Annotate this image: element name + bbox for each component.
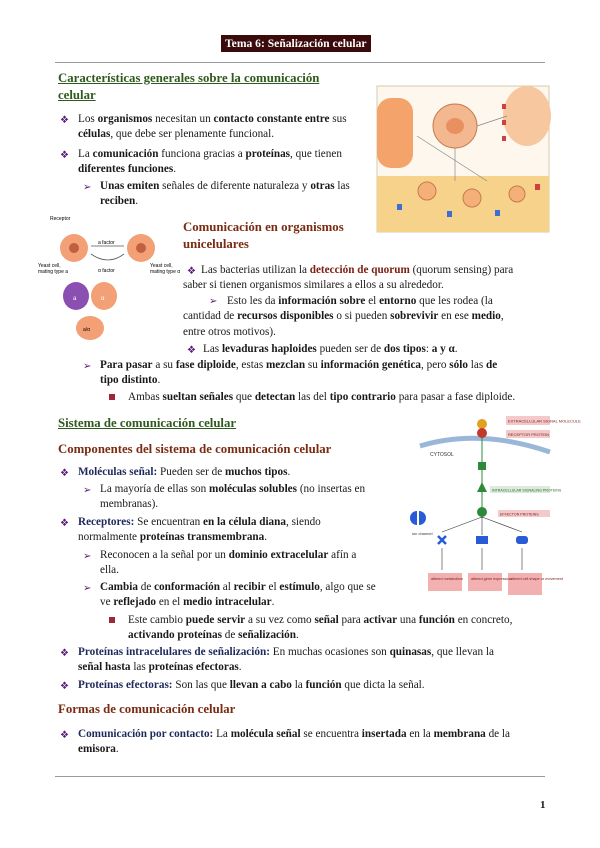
- arrow-bullet-icon: ➢: [83, 583, 92, 594]
- label-altered-gene-expression: altered gene expression: [471, 577, 512, 581]
- diamond-bullet-icon: ❖: [60, 730, 69, 741]
- diamond-bullet-icon: ❖: [60, 468, 69, 479]
- yeast-label-cell-a: Yeast cell,: [38, 263, 61, 269]
- bullet-environment-info: Esto les da información sobre el entorno que les rodea (la cantidad de recursos disponibles o si pueden sobrevivir en ese medio, entre otros motivos).: [183, 295, 504, 338]
- arrow-bullet-icon: ➢: [209, 296, 218, 307]
- arrow-bullet-icon: ➢: [83, 361, 92, 372]
- cell-signaling-figure: [377, 86, 549, 232]
- bullet-signal-molecules: Moléculas señal: Pueden ser de muchos tipos.: [78, 466, 291, 478]
- label-intracellular-signaling: INTRACELLULAR SIGNALING PROTEINS: [492, 488, 562, 493]
- bullet-contact-communication: Comunicación por contacto: La molécula señal se encuentra insertada en la membrana de la emisora.: [78, 728, 511, 756]
- bullet-recognize-signal: Reconocen a la señal por un dominio extracelular afín a ella.: [100, 549, 357, 577]
- page-number: 1: [540, 799, 546, 811]
- bullet-conformation-change: Cambia de conformación al recibir el estímulo, algo que se ve reflejado en el medio intracelular.: [100, 581, 376, 609]
- diamond-bullet-icon: ❖: [187, 266, 196, 277]
- bullet-soluble: La mayoría de ellas son moléculas solubles (no insertas en membranas).: [100, 483, 366, 511]
- bullet-organisms: Los organismos necesitan un contacto constante entre sus células, que debe ser plenamente funcional.: [78, 113, 347, 141]
- yeast-label-cell-alpha: Yeast cell,: [150, 263, 173, 269]
- page-title: Tema 6: Señalización celular: [221, 35, 371, 52]
- yeast-label-mating-a: mating type a: [38, 269, 69, 275]
- diamond-bullet-icon: ❖: [60, 150, 69, 161]
- label-receptor-protein: RECEPTOR PROTEIN: [508, 432, 550, 437]
- yeast-label-a-factor: a factor: [98, 240, 115, 246]
- diamond-bullet-icon: ❖: [60, 115, 69, 126]
- bullet-effector-proteins: Proteínas efectoras: Son las que llevan a cabo la función que dicta la señal.: [78, 679, 425, 691]
- bullet-release-signals: Ambas sueltan señales que detectan las del tipo contrario para pasar a fase diploide.: [128, 391, 516, 403]
- heading-communication-forms: Formas de comunicación celular: [58, 702, 236, 716]
- heading-components: Componentes del sistema de comunicación celular: [58, 442, 332, 456]
- bullet-activate-function: Este cambio puede servir a su vez como señal para activar una función en concreto, activando proteínas de señalización.: [128, 614, 513, 642]
- bullet-diploid-phase: Para pasar a su fase diploide, estas mezclan su información genética, pero sólo las de tipo distinto.: [100, 359, 498, 387]
- arrow-bullet-icon: ➢: [83, 551, 92, 562]
- yeast-mating-figure: [36, 210, 186, 345]
- diamond-bullet-icon: ❖: [187, 345, 196, 356]
- label-extracellular-signal: EXTRACELLULAR SIGNAL MOLECULE: [508, 418, 581, 424]
- yeast-label-a: a: [73, 296, 77, 302]
- bullet-emit-receive: Unas emiten señales de diferente naturaleza y otras las reciben.: [100, 180, 350, 208]
- signaling-pathway-figure: [410, 400, 581, 598]
- bullet-receptors: Receptores: Se encuentran en la célula diana, siendo normalmente proteínas transmembrana.: [78, 516, 321, 544]
- yeast-label-receptor: Receptor: [50, 216, 71, 222]
- footer-divider: [55, 776, 545, 777]
- diamond-bullet-icon: ❖: [60, 681, 69, 692]
- yeast-label-mating-alpha: mating type α: [150, 269, 181, 275]
- section-heading-general: Características generales sobre la comunicación celular: [58, 71, 320, 102]
- yeast-label-diploid: a/α: [83, 327, 91, 333]
- bullet-communication: La comunicación funciona gracias a proteínas, que tienen diferentes funciones.: [78, 148, 342, 176]
- yeast-label-alpha-factor: α factor: [98, 268, 115, 274]
- bullet-quorum: Las bacterias utilizan la detección de quorum (quorum sensing) para saber si tienen organismos similares a ellos a su alrededor.: [183, 264, 514, 292]
- header-divider: [55, 62, 545, 63]
- heading-unicellular: Comunicación en organismos unicelulares: [183, 220, 344, 251]
- square-bullet-icon: [109, 617, 115, 623]
- label-ion-channel: ion channel: [412, 531, 433, 536]
- diamond-bullet-icon: ❖: [60, 648, 69, 659]
- label-altered-metabolism: altered metabolism: [431, 577, 464, 581]
- label-effector-proteins: EFFECTOR PROTEINS: [500, 512, 539, 517]
- yeast-label-alpha: α: [101, 296, 105, 302]
- diamond-bullet-icon: ❖: [60, 518, 69, 529]
- label-altered-cell-shape: altered cell shape or movement: [510, 577, 563, 581]
- arrow-bullet-icon: ➢: [83, 485, 92, 496]
- square-bullet-icon: [109, 394, 115, 400]
- arrow-bullet-icon: ➢: [83, 182, 92, 193]
- label-cytosol: CYTOSOL: [430, 452, 454, 458]
- section-heading-system: Sistema de comunicación celular: [58, 416, 237, 430]
- bullet-haploid-yeasts: Las levaduras haploides pueden ser de dos tipos: a y α.: [203, 343, 458, 355]
- bullet-intracellular-proteins: Proteínas intracelulares de señalización: En muchas ocasiones son quinasas, que llevan la señal hasta las proteínas efectoras.: [78, 646, 494, 674]
